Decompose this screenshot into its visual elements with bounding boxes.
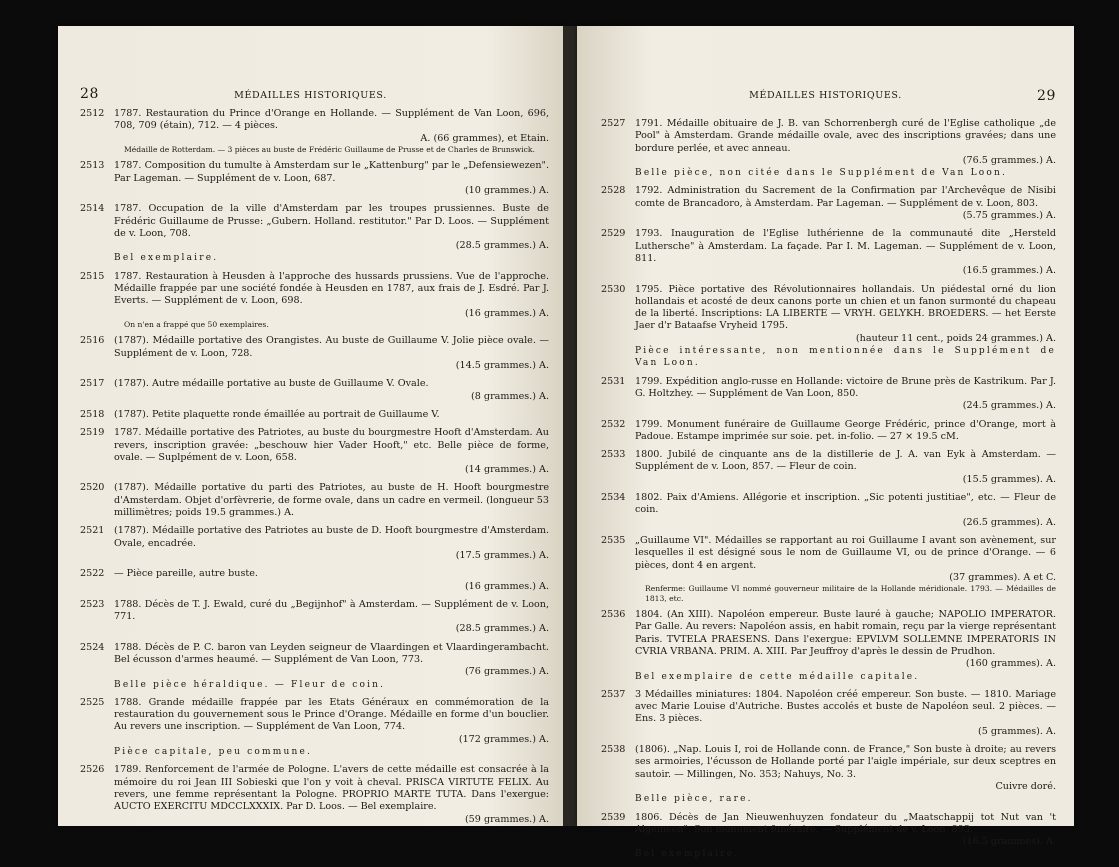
entry-description: 1804. (An XIII). Napoléon empereur. Buste lauré à gauche; NAPOLIO IMPERATOR. Par Galle. Au revers: Napoléon assis, en habit romain, reçu par la vierge représentant Paris. TVTELA PRAESENS. Dans l'exergue: EPVLVM SOLLEMNE IMPERATORIS IN CVRIA VRBANA. PRIM. A. XIII. Par Jeuffroy d'après le dessin de Prudhon.: [635, 609, 1056, 657]
entry-description: (1787). Médaille portative des Orangistes. Au buste de Guillaume V. Jolie pièce ovale. — Supplément de v. Loon, 728.: [114, 335, 549, 359]
catalogue-entry: [601, 118, 1056, 179]
entry-number: 2529: [601, 228, 626, 240]
entry-weight: (172 grammes.) A.: [458, 733, 549, 745]
entry-text: [635, 812, 1056, 861]
entry-text: [114, 160, 549, 197]
entry-text: [114, 764, 549, 825]
left-page-number: 28: [80, 86, 100, 102]
entry-text: [114, 271, 549, 330]
entry-text: [114, 599, 549, 636]
entry-number: 2531: [601, 375, 626, 387]
entry-number: 2513: [80, 160, 105, 172]
entry-number: 2536: [601, 609, 626, 621]
catalogue-entry: [80, 409, 549, 421]
entry-weight: (14 grammes.) A.: [464, 464, 549, 476]
entry-weight: (160 grammes). A.: [965, 658, 1056, 670]
entry-number: 2522: [80, 568, 105, 580]
entry-description: 1795. Pièce portative des Révolutionnaires hollandais. Un piédestal orné du lion hollandais et acosté de deux canons porte un chien et un fanon surmonté du chapeau de la liberté. Inscriptions: LA LIBERTE — VRYH. GELYKH. BROEDERS. — het Eerste Jaer d'r Bataafse Vryheid 1795.: [635, 283, 1056, 332]
entry-number: 2519: [80, 427, 105, 439]
entry-description: — Pièce pareille, autre buste.: [114, 568, 258, 580]
entry-number: 2520: [80, 482, 105, 494]
catalogue-entry: [80, 335, 549, 372]
right-header: [577, 26, 1074, 104]
entry-number: 2532: [601, 418, 626, 430]
right-running-title: MÉDAILLES HISTORIQUES.: [749, 90, 902, 101]
entry-text: [635, 689, 1056, 738]
entry-description: (1787). Médaille portative des Patriotes au buste de D. Hooft bourgmestre d'Amsterdam. Ovale, encadrée.: [114, 525, 549, 549]
entry-number: 2530: [601, 283, 626, 295]
catalogue-entry: [80, 378, 549, 403]
catalogue-entry: [601, 185, 1056, 222]
catalogue-entry: [601, 689, 1056, 738]
entry-number: 2514: [80, 203, 105, 215]
entry-description: „Guillaume VI". Médailles se rapportant au roi Guillaume I avant son avènement, sur lesquelles il est désigné sous le nom de Guillaume VI, ou de prince d'Orange. — 6 pièces, dont 4 en argent.: [635, 534, 1056, 571]
entry-remark: Belle pièce, non citée dans le Supplément de Van Loon.: [635, 168, 1008, 179]
entry-weight: (15.5 grammes). A.: [962, 473, 1056, 485]
entry-number: 2512: [80, 108, 105, 119]
entry-number: 2517: [80, 378, 105, 390]
entry-description: (1787). Autre médaille portative au buste de Guillaume V. Ovale.: [114, 378, 429, 390]
entry-weight: (26.5 grammes). A.: [962, 516, 1056, 528]
entry-text: [114, 427, 549, 476]
entry-description: 1787. Restauration du Prince d'Orange en Hollande. — Supplément de Van Loon, 696, 708, 709 (étain), 712. — 4 pièces.: [114, 108, 549, 132]
entry-weight: A. (66 grammes), et Etain.: [420, 132, 549, 144]
entry-description: 1793. Inauguration de l'Eglise luthérienne de la communauté dite „Hersteld Luthersche" à Amsterdam. La façade. Par I. M. Lageman. — Supplément de v. Loon, 811.: [635, 228, 1056, 264]
left-running-title: MÉDAILLES HISTORIQUES.: [234, 90, 387, 101]
entry-text: [114, 409, 549, 421]
entry-description: 1787. Médaille portative des Patriotes, au buste du bourgmestre Hooft d'Amsterdam. Au revers, inscription gravée: „beschouw hier Vader Hooft," etc. Belle pièce de forme, ovale. — Suplpément de v. Loon, 658.: [114, 427, 549, 463]
entry-weight: (14.5 grammes.) A.: [455, 360, 549, 372]
catalogue-entry: [80, 568, 549, 593]
entry-description: 1792. Administration du Sacrement de la Confirmation par l'Archevêque de Nisibi comte de Brancadoro, à Amsterdam. Par Lageman. — Supplément de v. Loon, 803.: [635, 185, 1056, 209]
entry-weight: Cuivre doré.: [995, 780, 1056, 792]
entry-text: [635, 376, 1056, 413]
catalogue-entry: [80, 525, 549, 562]
catalogue-entry: [80, 160, 549, 197]
entry-description: 1788. Grande médaille frappée par les Etats Généraux en commémoration de la restauration du gouvernement sous le Prince d'Orange. Médaille en forme d'un bouclier. Au revers une inscription. — Supplément de Van Loon, 774.: [114, 696, 549, 733]
entry-weight: (8 grammes.) A.: [471, 390, 549, 402]
entry-weight: (76.5 grammes.) A.: [962, 154, 1056, 166]
entry-number: 2538: [601, 744, 626, 756]
entry-number: 2518: [80, 408, 105, 420]
entry-text: [114, 642, 549, 691]
entry-weight: (5 grammes). A.: [978, 725, 1056, 737]
entry-remark: Pièce intéressante, non mentionnée dans le Supplément de Van Loon.: [635, 346, 1056, 369]
entry-text: [635, 118, 1056, 179]
catalogue-entry: [80, 482, 549, 519]
right-page-number: 29: [1036, 88, 1056, 104]
entry-description: 1806. Décès de Jan Nieuwenhuyzen fondateur du „Maatschappij tot Nut van 't Algemeen". Son monument funéraire. — Supplément de v. Loon, 893.: [635, 811, 1056, 835]
entry-remark: Pièce capitale, peu commune.: [114, 747, 313, 758]
catalogue-entry: [601, 744, 1056, 805]
left-entries: [58, 108, 563, 832]
entry-remark: Bel exemplaire.: [114, 253, 219, 264]
entry-text: [114, 482, 549, 519]
right-page: [577, 26, 1074, 860]
entry-weight: (76 grammes.) A.: [464, 666, 549, 678]
book-gutter: [563, 26, 577, 826]
entry-text: [114, 335, 549, 372]
entry-weight: (28.5 grammes.) A.: [455, 240, 549, 252]
entry-number: 2521: [80, 525, 105, 537]
entry-weight: (24.5 grammes.) A.: [962, 400, 1056, 412]
entry-number: 2535: [601, 534, 626, 546]
catalogue-entry: [80, 271, 549, 330]
catalogue-entry: [601, 492, 1056, 529]
entry-description: 1800. Jubilé de cinquante ans de la distillerie de J. A. van Eyk à Amsterdam. — Supplément de v. Loon, 857. — Fleur de coin.: [635, 449, 1056, 473]
entry-description: (1787). Médaille portative du parti des Patriotes, au buste de H. Hooft bourgmestre d'Amsterdam. Objet d'orfèvrerie, de forme ovale, dans un cadre en vermeil. (longueur 53 millimètres; poids 19.5 grammes.) A.: [114, 482, 549, 519]
entry-weight: (16 grammes.) A.: [464, 580, 549, 592]
entry-weight: (16.5 grammes.) A.: [962, 265, 1056, 277]
entry-remark: Bel exemplaire de cette médaille capitale.: [635, 671, 920, 682]
entry-number: 2539: [601, 811, 626, 823]
entry-number: 2515: [80, 270, 105, 282]
catalogue-entry: [601, 535, 1056, 603]
entry-text: [635, 419, 1056, 444]
entry-note: Médaille de Rotterdam. — 3 pièces au buste de Frédéric Guillaume de Prusse et de Charles de Brunswick.: [124, 144, 535, 154]
entry-remark: Belle pièce héraldique. — Fleur de coin.: [114, 679, 386, 690]
entry-description: 1787. Composition du tumulte à Amsterdam sur le „Kattenburg" par le „Defensiewezen". Par Lageman. — Supplément de v. Loon, 687.: [114, 160, 549, 184]
entry-description: (1787). Petite plaquette ronde émaillée au portrait de Guillaume V.: [114, 408, 440, 420]
entry-description: 1799. Expédition anglo-russe en Hollande: victoire de Brune près de Kastrikum. Par J. G. Holtzhey. — Supplément de Van Loon, 850.: [635, 375, 1056, 399]
catalogue-entry: [601, 419, 1056, 444]
entry-number: 2524: [80, 641, 105, 653]
entry-weight: (17.5 grammes.) A.: [455, 549, 549, 561]
catalogue-entry: [601, 284, 1056, 370]
book-spread: [10, 14, 1106, 860]
entry-description: 1789. Renforcement de l'armée de Pologne. L'avers de cette médaille est consacrée à la mémoire du roi Jean III Sobieski que l'on y voit à cheval. PRISCA VIRTUTE FELIX. Au revers, une femme représentant la Pologne. PROPRIO MARTE TUTA. Dans l'exergue: AUCTO EXERCITU MDCCLXXXIX. Par D. Loos. — Bel exemplaire.: [114, 764, 549, 813]
entry-number: 2523: [80, 598, 105, 610]
entry-number: 2528: [601, 185, 626, 197]
entry-note: On n'en a frappé que 50 exemplaires.: [124, 319, 269, 329]
catalogue-entry: [80, 697, 549, 758]
entry-note: Renferme: Guillaume VI nommé gouverneur militaire de la Hollande méridionale. 1793. — Médailles de 1813, etc.: [645, 584, 1056, 603]
entry-remark: Bel exemplaire.: [635, 849, 740, 860]
entry-description: 1787. Restauration à Heusden à l'approche des hussards prussiens. Vue de l'approche. Médaille frappée par une société fondée à Heusden en 1787, aux frais de J. Esdré. Par J. Everts. — Supplément de v. Loon, 698.: [114, 270, 549, 307]
entry-text: [635, 609, 1056, 683]
entry-description: 1791. Médaille obituaire de J. B. van Schorrenbergh curé de l'Eglise catholique „de Pool" à Amsterdam. Grande médaille ovale, avec des inscriptions gravées; dans une bordure perlée, et avec anneau.: [635, 118, 1056, 154]
catalogue-entry: [80, 599, 549, 636]
entry-description: 1802. Paix d'Amiens. Allégorie et inscription. „Sic potenti justitiae", etc. — Fleur de coin.: [635, 492, 1056, 516]
catalogue-entry: [80, 764, 549, 825]
entry-text: [635, 744, 1056, 805]
entry-weight: (37 grammes). A et C.: [949, 571, 1056, 583]
catalogue-entry: [80, 108, 549, 154]
left-header: [58, 26, 563, 102]
left-page: [58, 26, 563, 826]
entry-weight: (16.5 grammes). A.: [962, 836, 1056, 848]
entry-description: 1788. Décès de T. J. Ewald, curé du „Begijnhof" à Amsterdam. — Supplément de v. Loon, 771.: [114, 598, 549, 623]
entry-number: 2527: [601, 118, 626, 129]
entry-number: 2525: [80, 696, 105, 708]
entry-description: 1787. Occupation de la ville d'Amsterdam par les troupes prussiennes. Buste de Frédéric Guillaume de Prusse: „Gubern. Holland. restitutor." Par D. Loos. — Supplément de v. Loon, 708.: [114, 203, 549, 239]
entry-text: [114, 568, 549, 593]
entry-text: [635, 449, 1056, 486]
entry-text: [635, 228, 1056, 277]
catalogue-entry: [80, 427, 549, 476]
entry-text: [114, 697, 549, 758]
entry-text: [635, 284, 1056, 370]
entry-number: 2534: [601, 492, 626, 504]
entry-description: 1799. Monument funéraire de Guillaume George Frédéric, prince d'Orange, mort à Padoue. Estampe imprimée sur soie. pet. in-folio. — 27 × 19.5 cM.: [635, 418, 1056, 442]
catalogue-entry: [601, 449, 1056, 486]
catalogue-entry: [80, 203, 549, 264]
right-entries: [577, 118, 1074, 867]
entry-description: (1806). „Nap. Louis I, roi de Hollande conn. de France," Son buste à droite; au revers ses armoiries, l'écusson de Hollande porté par l'aigle impériale, sur deux sceptres en sautoir. — Millingen, No. 353; Nahuys, No. 3.: [635, 744, 1056, 780]
entry-weight: (28.5 grammes.) A.: [455, 623, 549, 635]
entry-weight: (10 grammes.) A.: [464, 184, 549, 196]
entry-remark: Belle pièce, rare.: [635, 794, 753, 805]
catalogue-entry: [601, 609, 1056, 683]
entry-description: 3 Médailles miniatures: 1804. Napoléon créé empereur. Son buste. — 1810. Mariage avec Marie Louise d'Autriche. Bustes accolés et buste de Napoléon seul. 2 pièces. — Ens. 3 pièces.: [635, 688, 1056, 725]
entry-text: [114, 525, 549, 562]
catalogue-entry: [601, 228, 1056, 277]
entry-number: 2533: [601, 449, 626, 461]
catalogue-entry: [80, 642, 549, 691]
entry-description: 1788. Décès de P. C. baron van Leyden seigneur de Vlaardingen et Vlaardingerambacht. Bel écusson d'armes heaumé. — Supplément de Van Loon, 773.: [114, 641, 549, 665]
entry-number: 2526: [80, 764, 105, 776]
catalogue-entry: [601, 376, 1056, 413]
entry-text: [635, 535, 1056, 603]
entry-weight: (16 grammes.) A.: [464, 307, 549, 319]
entry-weight: (59 grammes.) A.: [464, 813, 549, 825]
entry-text: [114, 378, 549, 403]
entry-weight: (5.75 grammes.) A.: [962, 210, 1056, 222]
entry-text: [635, 492, 1056, 529]
entry-text: [114, 203, 549, 264]
entry-number: 2537: [601, 688, 626, 700]
catalogue-entry: [601, 812, 1056, 861]
entry-weight: (hauteur 11 cent., poids 24 grammes.) A.: [855, 332, 1056, 344]
entry-text: [114, 108, 549, 154]
entry-number: 2516: [80, 335, 105, 347]
entry-text: [635, 185, 1056, 222]
